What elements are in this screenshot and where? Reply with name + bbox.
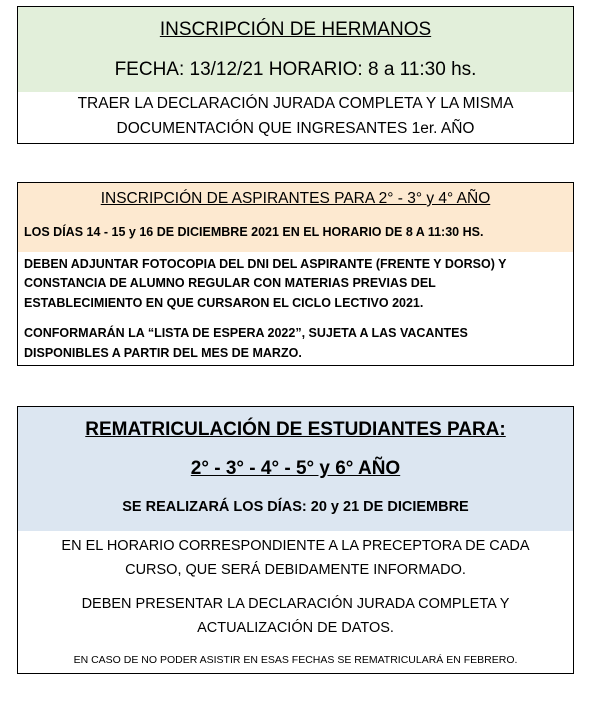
rematriculacion-schedule-line2: CURSO, QUE SERÁ DEBIDAMENTE INFORMADO.	[125, 562, 466, 578]
hermanos-date: FECHA: 13/12/21 HORARIO: 8 a 11:30 hs.	[114, 59, 477, 80]
rematriculacion-days: SE REALIZARÁ LOS DÍAS: 20 y 21 DE DICIEMBRE	[122, 499, 469, 515]
rematriculacion-footnote: EN CASO DE NO PODER ASISTIR EN ESAS FECHAS SE REMATRICULARÁ EN FEBRERO.	[73, 654, 518, 666]
rematriculacion-title: REMATRICULACIÓN DE ESTUDIANTES PARA:	[85, 419, 506, 440]
aspirantes-days: LOS DÍAS 14 - 15 y 16 DE DICIEMBRE 2021 EN EL HORARIO DE 8 A 11:30 HS.	[24, 225, 484, 239]
rematriculacion-schedule-line1: EN EL HORARIO CORRESPONDIENTE A LA PRECEPTORA DE CADA	[61, 538, 530, 554]
rematriculacion-present-line2: ACTUALIZACIÓN DE DATOS.	[197, 620, 394, 636]
rematriculacion-section	[17, 406, 574, 674]
aspirantes-docs-line2: CONSTANCIA DE ALUMNO REGULAR CON MATERIAS PREVIAS DEL	[24, 276, 436, 290]
hermanos-note-line1: TRAER LA DECLARACIÓN JURADA COMPLETA Y LA MISMA	[77, 95, 514, 112]
hermanos-title: INSCRIPCIÓN DE HERMANOS	[159, 19, 432, 40]
aspirantes-section	[17, 182, 574, 366]
aspirantes-docs-line1: DEBEN ADJUNTAR FOTOCOPIA DEL DNI DEL ASPIRANTE (FRENTE Y DORSO) Y	[24, 257, 507, 271]
rematriculacion-present-line1: DEBEN PRESENTAR LA DECLARACIÓN JURADA COMPLETA Y	[81, 596, 510, 612]
aspirantes-title: INSCRIPCIÓN DE ASPIRANTES PARA 2° - 3° y 4° AÑO	[100, 190, 491, 207]
hermanos-note-line2: DOCUMENTACIÓN QUE INGRESANTES 1er. AÑO	[116, 120, 475, 137]
aspirantes-docs-line3: ESTABLECIMIENTO EN QUE CURSARON EL CICLO LECTIVO 2021.	[24, 296, 424, 310]
hermanos-section	[17, 6, 574, 144]
aspirantes-wait-line2: DISPONIBLES A PARTIR DEL MES DE MARZO.	[24, 346, 302, 360]
aspirantes-wait-line1: CONFORMARÁN LA “LISTA DE ESPERA 2022”, SUJETA A LAS VACANTES	[24, 326, 468, 340]
rematriculacion-years: 2° - 3° - 4° - 5° y 6° AÑO	[190, 458, 401, 479]
